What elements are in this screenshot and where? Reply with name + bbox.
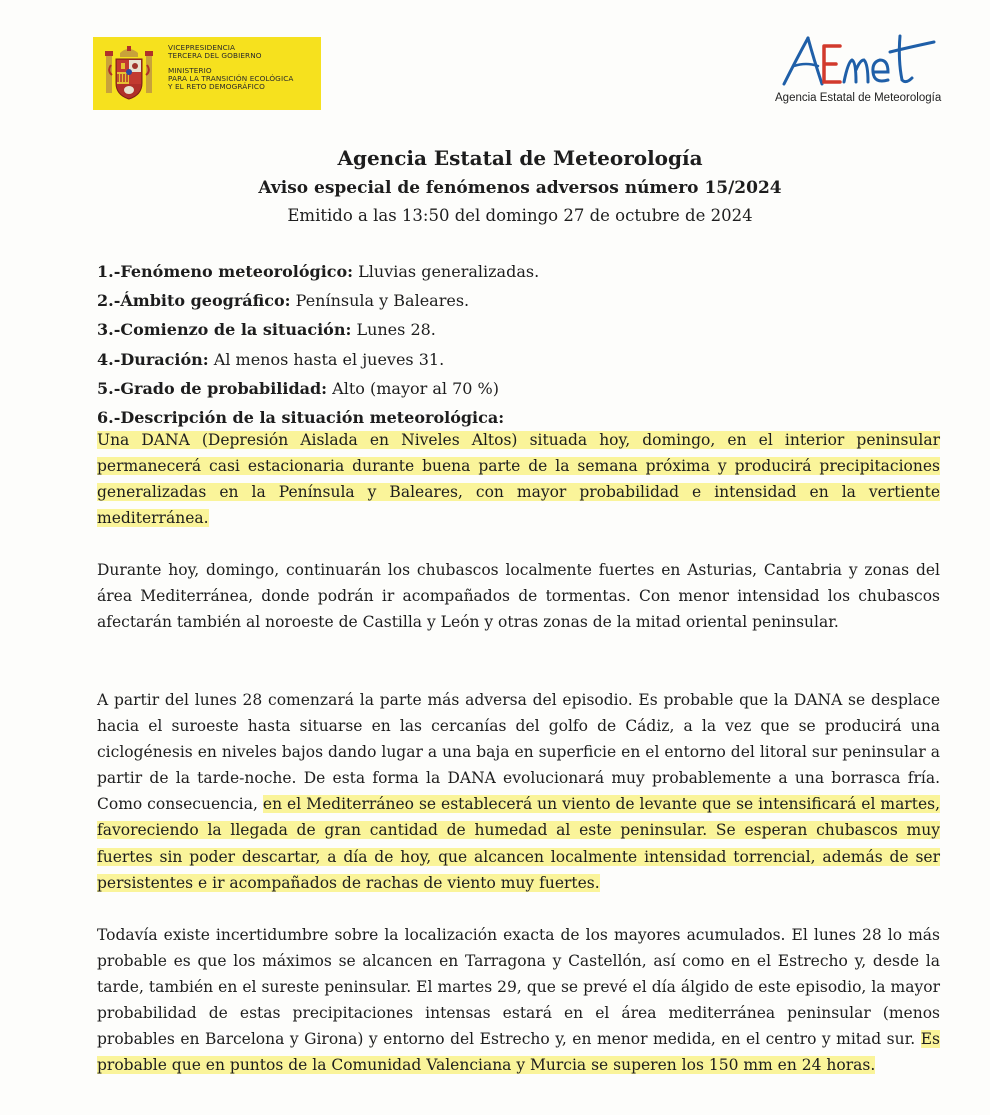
aemet-logo [770,30,940,112]
ministry-line: Y EL RETO DEMOGRÁFICO [168,82,265,92]
gov-line: TERCERA DEL GOBIERNO [168,51,262,61]
list-item [97,257,539,286]
paragraph-text: Durante hoy, domingo, continuarán los chubascos localmente fuertes en Asturias, Cantabria y zonas del área Mediterránea, donde podrán ir acompañados de tormentas. Con menor intensidad los chubascos afectarán también al noroeste de Castilla y León y otras zonas de la mitad oriental peninsular. [97,561,940,632]
item-label: 5.-Grado de probabilidad: [97,378,328,398]
issued-date: Emitido a las 13:50 del domingo 27 de octubre de 2024 [287,206,753,225]
ministry-line: MINISTERIO [168,65,212,75]
list-item [97,374,539,403]
item-value: Península y Baleares. [290,291,470,311]
coat-of-arms-icon [103,45,155,102]
paragraph-text: Todavía existe incertidumbre sobre la localización exacta de los mayores acumulados. El lunes 28 lo más probable es que los máximos se alcancen en Tarragona y Castellón, así como en el Estrecho y, desde la tarde, también en el sureste peninsular. El martes 29, que se prevé el día álgido de este episodio, la mayor probabilidad de estas precipitaciones intensas estará en el área mediterránea peninsular (menos probables en Barcelona y Girona) y entorno del Estrecho y, en menor medida, en el centro y mitad sur. [97,926,940,1049]
paragraph-dana-summary [97,427,940,531]
paragraph-monday-evolution [97,687,940,896]
aemet-subtitle: Agencia Estatal de Meteorología [775,92,942,104]
ministry-line: PARA LA TRANSICIÓN ECOLÓGICA [168,73,294,83]
highlighted-text: Una DANA (Depresión Aislada en Niveles Altos) situada hoy, domingo, en el interior peninsular permanecerá casi estacionaria durante buena parte de la semana próxima y producirá precipitaciones generalizadas en la Península y Baleares, con mayor probabilidad e intensidad en la vertiente mediterránea. [97,431,940,528]
government-logo [93,37,321,110]
document-title: Agencia Estatal de Meteorología [337,146,703,170]
aemet-wordmark-icon [778,30,938,88]
highlighted-text: Es probable que en puntos de la Comunidad Valenciana y Murcia se superen los 150 mm en 24 horas. [97,1030,940,1075]
item-label: 6.-Descripción de la situación meteorológica: [97,408,505,428]
list-item [97,315,539,344]
item-label: 2.-Ámbito geográfico: [97,291,291,311]
highlighted-text: en el Mediterráneo se establecerá un viento de levante que se intensificará el martes, favoreciendo la llegada de gran cantidad de humedad al este peninsular. Se esperan chubascos muy fuertes sin poder descartar, a día de hoy, que alcancen localmente intensidad torrencial, además de ser persistentes e ir acompañados de rachas de viento muy fuertes. [97,795,940,892]
item-label: 1.-Fenómeno meteorológico: [97,262,354,281]
gov-line: VICEPRESIDENCIA [168,43,236,52]
paragraph-accumulations [97,922,940,1079]
paragraph-text: A partir del lunes 28 comenzará la parte más adversa del episodio. Es probable que la DANA se desplace hacia el suroeste hasta situarse en las cercanías del golfo de Cádiz, a la vez que se producirá una ciclogénesis en niveles bajos dando lugar a una baja en superficie en el entorno del litoral sur peninsular a partir de la tarde-noche. De esta forma la DANA evolucionará muy probablemente a una borrasca fría. Como consecuencia, [97,691,940,814]
item-value: Lunes 28. [351,320,436,340]
government-text [168,44,318,91]
list-item [97,286,539,315]
list-item [97,345,539,374]
paragraph-sunday-showers [97,557,940,635]
item-label: 4.-Duración: [97,349,209,369]
item-value: Al menos hasta el jueves 31. [208,349,445,369]
item-label: 3.-Comienzo de la situación: [97,320,352,340]
item-value: Lluvias generalizadas. [353,262,540,281]
warning-subtitle: Aviso especial de fenómenos adversos número 15/2024 [258,178,782,198]
warning-items-list [97,257,539,432]
item-value: Alto (mayor al 70 %) [327,378,499,398]
